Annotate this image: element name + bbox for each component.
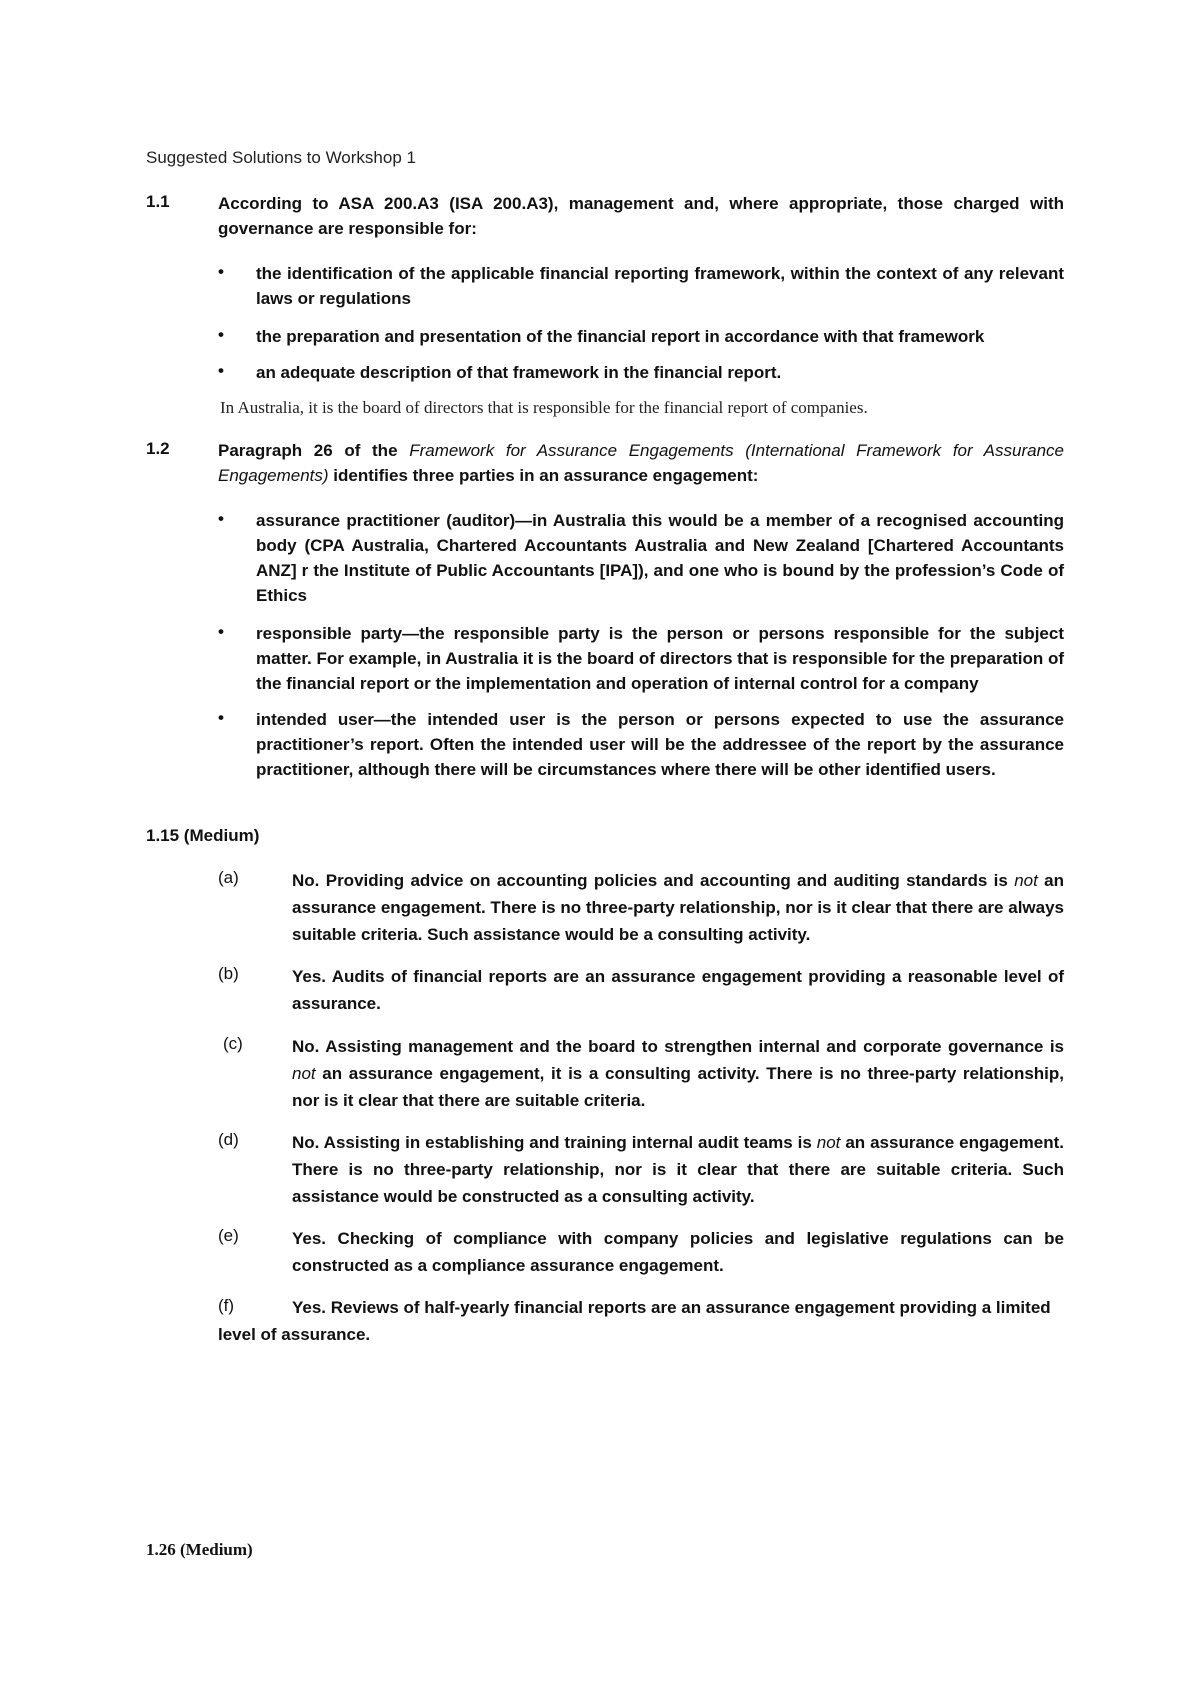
item-label: (b) <box>218 964 239 983</box>
bullet-marker: • <box>218 509 224 528</box>
emphasis: not <box>292 1064 316 1083</box>
section-1-2-bullet-1: assurance practitioner (auditor)—in Australia this would be a member of a recognised accounting body (CPA Australia, Chartered Accountants Australia and New Zealand [Chartered Accountants ANZ] r the Institute of Public Accountants [IPA]), and one who is bound by the profession’s Code of Ethics <box>256 511 1064 605</box>
bullet-marker: • <box>218 708 224 727</box>
item-label: (a) <box>218 868 239 887</box>
item-label: (c) <box>223 1034 243 1053</box>
section-heading-1-15: 1.15 (Medium) <box>146 826 260 845</box>
intro-text: Paragraph 26 of the <box>218 441 410 460</box>
section-1-1-intro: According to ASA 200.A3 (ISA 200.A3), management and, where appropriate, those charged with governance are responsible for: <box>218 194 1064 238</box>
page-title: Suggested Solutions to Workshop 1 <box>146 148 416 167</box>
intro-text: identifies three parties in an assurance engagement: <box>328 466 759 485</box>
section-1-1-note: In Australia, it is the board of directors that is responsible for the financial report of companies. <box>220 398 868 417</box>
item-f-line-1: Yes. Reviews of half-yearly financial reports are an assurance engagement providing a limited <box>292 1298 1051 1317</box>
item-text: an assurance engagement. There is no three-party relationship, nor is it clear that there are suitable criteria. Such assistance would be constructed as a consulting activity. <box>292 1133 1064 1206</box>
section-number-1-2: 1.2 <box>146 439 170 458</box>
item-text: Yes. Audits of financial reports are an assurance engagement providing a reasonable level of assurance. <box>292 967 1064 1013</box>
item-c-text <box>292 1033 1064 1114</box>
item-a-text <box>292 867 1064 948</box>
item-text: an assurance engagement, it is a consulting activity. There is no three-party relationship, nor is it clear that there are suitable criteria. <box>292 1064 1064 1110</box>
section-1-1-bullet-2: the preparation and presentation of the financial report in accordance with that framework <box>256 327 985 346</box>
item-text: No. Assisting in establishing and training internal audit teams is <box>292 1133 817 1152</box>
item-d-text <box>292 1129 1064 1210</box>
item-text: No. Providing advice on accounting policies and accounting and auditing standards is <box>292 871 1015 890</box>
item-text: Yes. Checking of compliance with company policies and legislative regulations can be constructed as a compliance assurance engagement. <box>292 1229 1064 1275</box>
item-label: (f) <box>218 1296 235 1315</box>
bullet-marker: • <box>218 262 224 281</box>
section-number-1-1: 1.1 <box>146 192 170 211</box>
section-1-1-bullet-1: the identification of the applicable financial reporting framework, within the context of any relevant laws or regulations <box>256 264 1064 308</box>
item-b-text <box>292 963 1064 1017</box>
emphasis: not <box>816 1133 841 1152</box>
emphasis: not <box>1014 871 1038 890</box>
framework-title: Framework for Assurance Engagements (International Framework for Assurance Engagements) <box>218 441 1065 485</box>
item-text: No. Assisting management and the board to strengthen internal and corporate governance is <box>292 1037 1064 1056</box>
bullet-marker: • <box>218 325 224 344</box>
item-text: an assurance engagement. There is no three-party relationship, nor is it clear that there are always suitable criteria. Such assistance would be a consulting activity. <box>292 871 1065 944</box>
item-label: (d) <box>218 1130 239 1149</box>
section-heading-1-26: 1.26 (Medium) <box>146 1540 253 1559</box>
bullet-marker: • <box>218 622 224 641</box>
section-1-2-intro <box>218 438 1064 488</box>
bullet-marker: • <box>218 361 224 380</box>
section-1-2-bullet-2: responsible party—the responsible party is the person or persons responsible for the subject matter. For example, in Australia it is the board of directors that is responsible for the preparation of the financial report or the implementation and operation of internal control for a company <box>256 624 1064 693</box>
item-f-line-2: level of assurance. <box>218 1325 371 1344</box>
item-e-text <box>292 1225 1064 1279</box>
section-1-1-bullet-3: an adequate description of that framework in the financial report. <box>256 363 782 382</box>
section-1-2-bullet-3: intended user—the intended user is the person or persons expected to use the assurance practitioner’s report. Often the intended user will be the addressee of the report by the assurance practitioner, although there will be circumstances where there will be other identified users. <box>256 710 1064 779</box>
item-label: (e) <box>218 1226 239 1245</box>
